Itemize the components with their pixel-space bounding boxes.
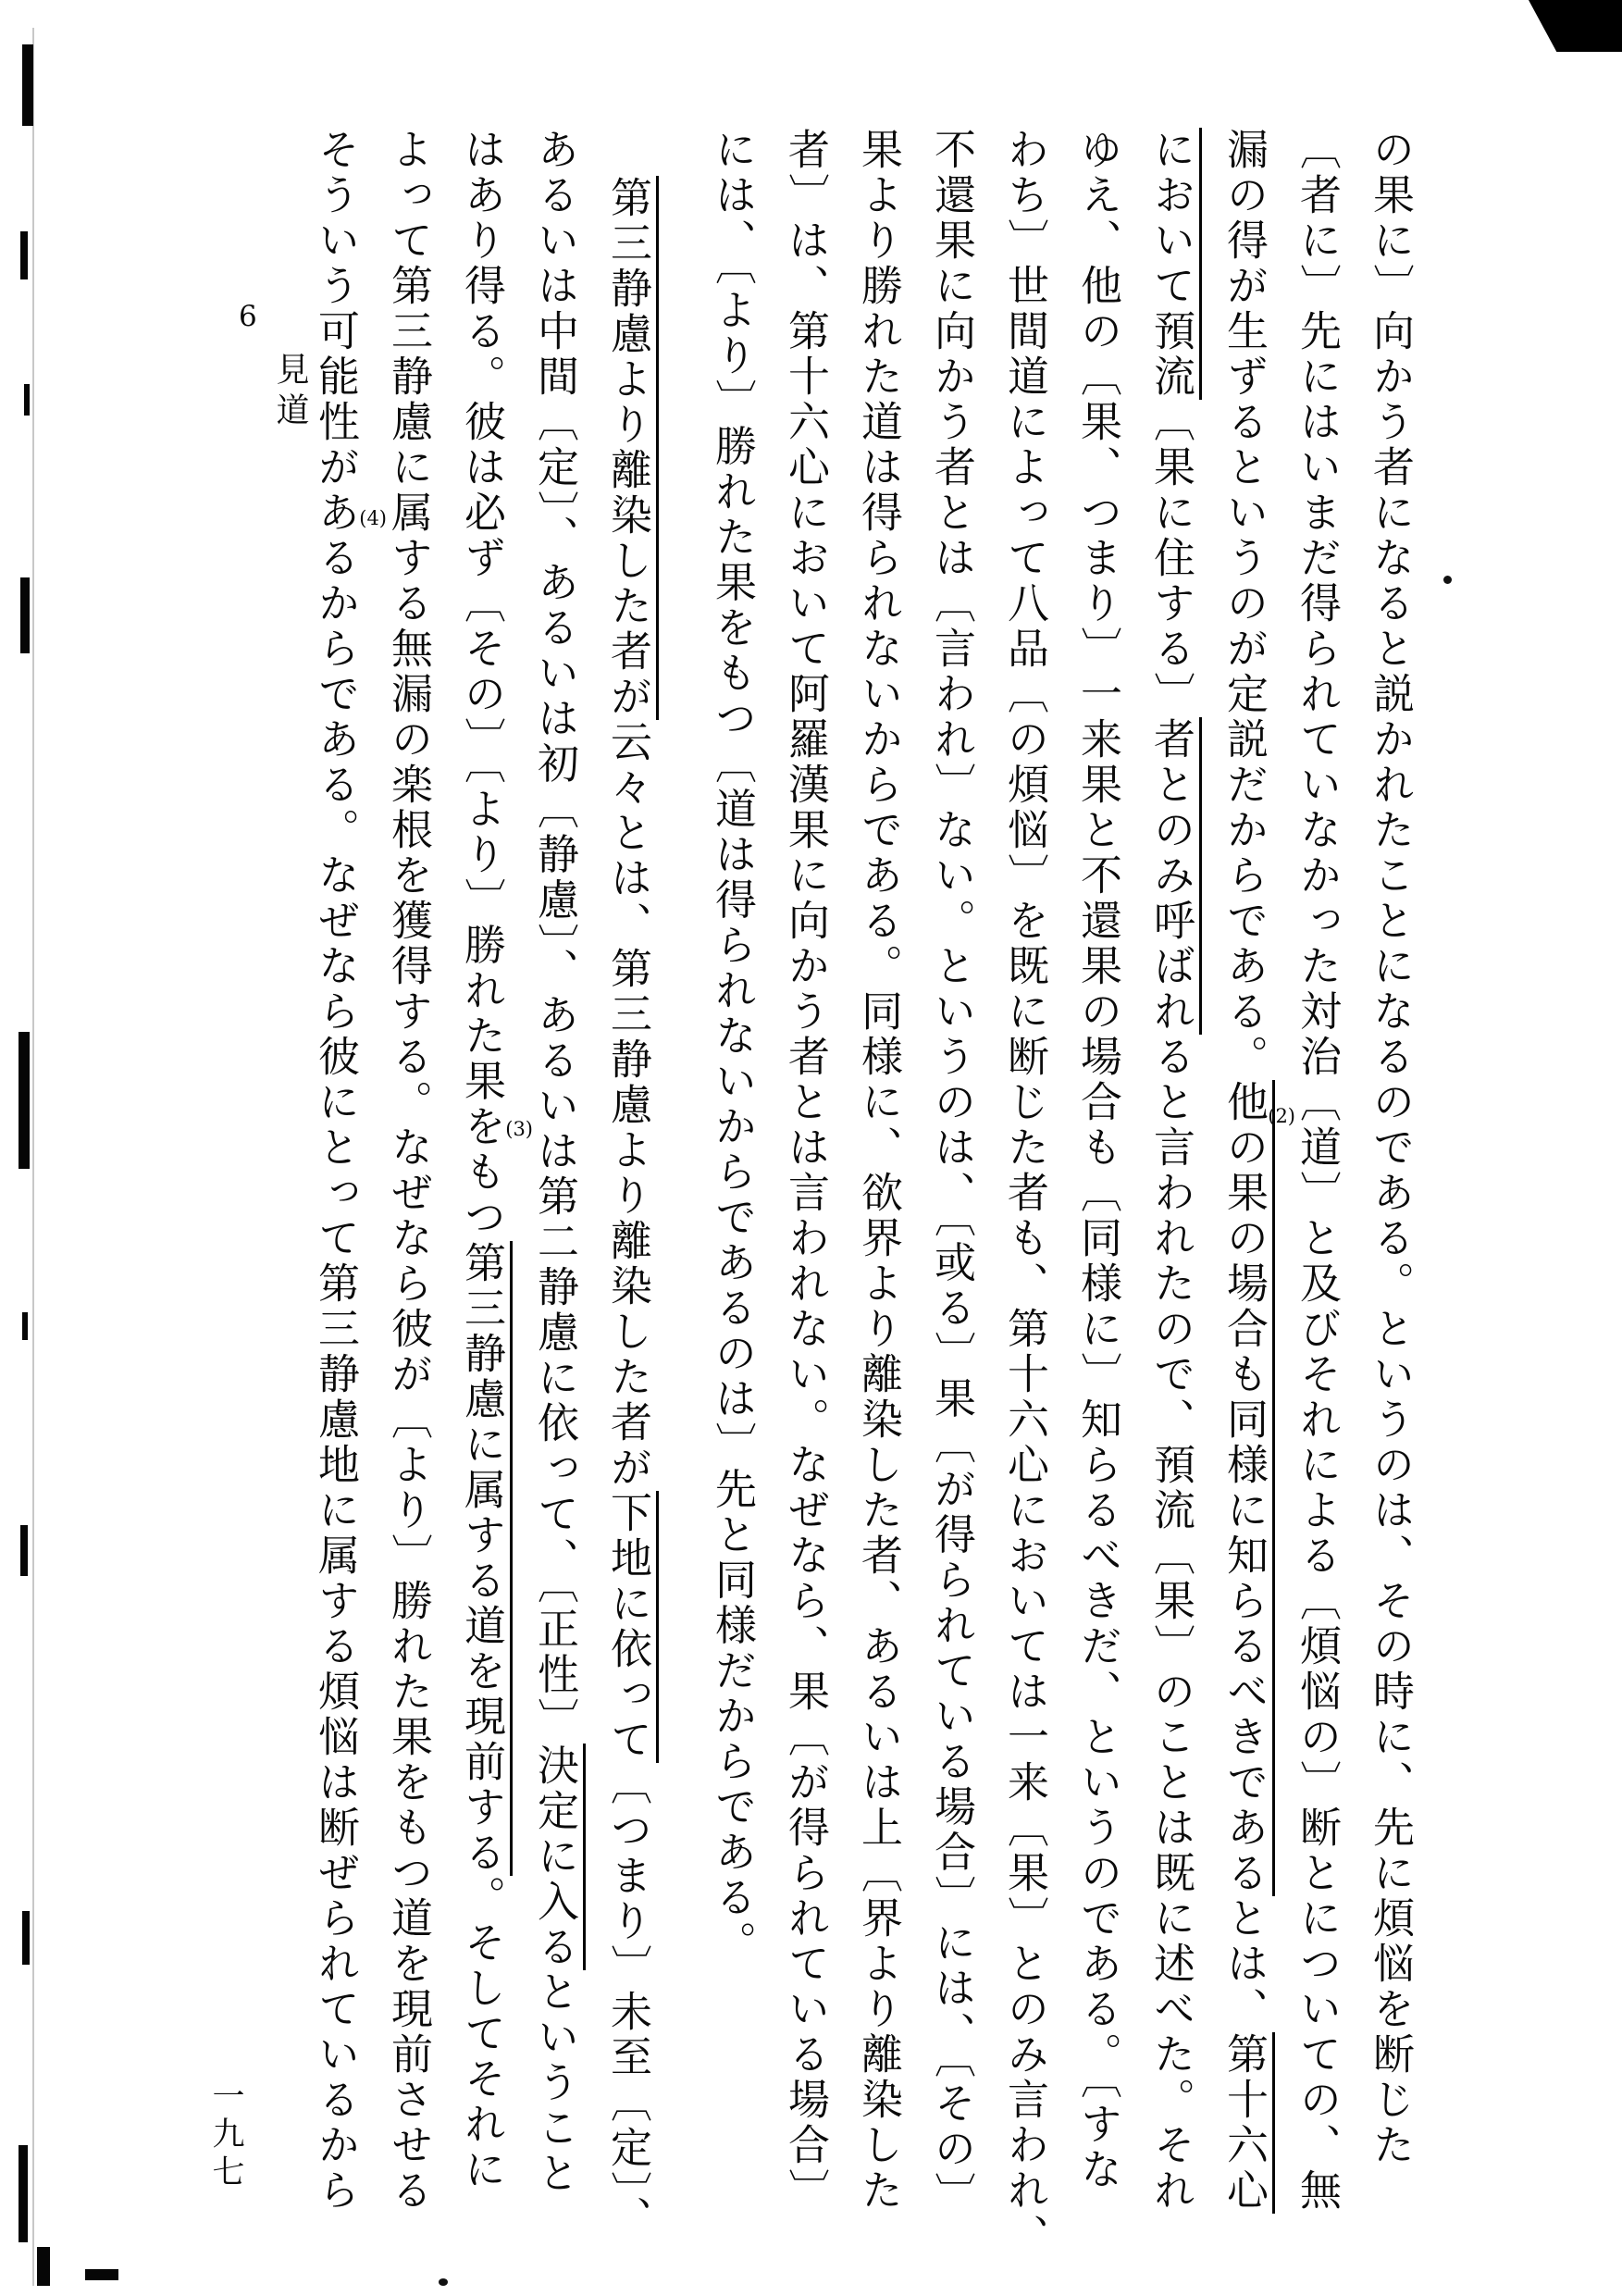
footnote-marker: (3) [505, 1118, 533, 1140]
emphasized-run: 他の果の場合も同様に知らるべきである [1220, 1080, 1275, 1896]
emphasized-run: 下地に依って [603, 1491, 659, 1763]
text-run: 果より勝れた道は得られないからである。同様に、欲界より離染した者、あるいは上〔界より離染した [854, 128, 903, 2214]
scan-artifact [22, 1911, 30, 1965]
scan-artifact-corner [1529, 0, 1622, 52]
text-run: があるからである。なぜなら彼にとって第三静慮地に属する煩悩は断ぜられているから [311, 445, 360, 2214]
text-column-10 [708, 128, 757, 2293]
scan-artifact [22, 44, 33, 126]
text-column-5 [1075, 128, 1120, 2293]
text-run: はあり得る。彼は必ず〔その〕〔より〕勝れた果をも [457, 128, 506, 1196]
text-column-3 [1220, 128, 1295, 2293]
text-column-8 [854, 128, 903, 2293]
text-column-12 [530, 128, 579, 2293]
emphasized-run: 決定に入る [530, 1744, 586, 1970]
text-column-15 [311, 128, 387, 2293]
text-column-11 [605, 128, 650, 2293]
footnote-marker: (4) [359, 507, 387, 529]
text-run: つ [457, 1195, 506, 1241]
text-run: の果に〕向かう者になると説かれたことになるのである。というのは、その時に、先に煩悩を断じた [1366, 128, 1415, 2168]
text-column-9 [781, 128, 830, 2293]
text-run: 不還果に向かう者とは〔言われ〕ない。というのは、〔或る〕果〔が得られている場合〕には、〔その〕 [927, 128, 976, 2217]
text-column-1 [1366, 128, 1415, 2293]
text-column-13 [457, 128, 533, 2293]
text-column-6 [1000, 128, 1049, 2293]
scan-artifact [37, 2247, 50, 2286]
footnote-marker: (2) [1268, 1105, 1295, 1127]
scan-artifact [85, 2269, 118, 2280]
text-run: 漏の得が生ずるというのが定説だからである。 [1220, 128, 1269, 1080]
scan-artifact [20, 231, 28, 279]
text-column-4 [1148, 128, 1193, 2293]
scan-artifact [20, 577, 30, 653]
text-run: 者〕は、第十六心において阿羅漢果に向かう者とは言われない。なぜなら、果〔が得られている場合〕 [781, 128, 830, 2214]
text-column-7 [927, 128, 976, 2293]
scan-artifact [19, 2145, 28, 2242]
emphasized-run: 者とのみ呼ばれ [1146, 717, 1202, 1035]
text-run: 〔者に〕先にはいまだ得られていなかった対治〔道〕と及びそれによる〔煩悩の〕断とについての、無 [1293, 128, 1342, 2214]
scan-artifact [22, 1312, 28, 1340]
chapter-number: 6 [239, 300, 257, 333]
emphasized-run: 第十六心 [1220, 2032, 1275, 2214]
scan-artifact-dot [1443, 576, 1452, 584]
text-run: ゆえ、他の〔果、つまり〕一来果と不還果の場合も〔同様に〕知らるべきだ、というのである。〔すな [1073, 128, 1122, 2193]
text-run: よって第三静慮に属する無漏の楽根を獲得する。なぜなら彼が〔より〕勝れた果をもつ道を現前させる [384, 128, 433, 2214]
chapter-title: 見道 [271, 352, 309, 433]
scan-artifact [20, 1525, 28, 1576]
text-column-14 [384, 128, 433, 2293]
text-run: 。そしてそれに [457, 1875, 506, 2193]
scan-artifact-edge-line [32, 28, 34, 2286]
text-run: 〔つまり〕未至〔定〕、 [603, 1763, 652, 2241]
text-run: あるいは中間〔定〕、あるいは初〔静慮〕、あるいは第二静慮に依って、〔正性〕 [530, 128, 579, 1744]
text-run: 〔果に住する〕 [1146, 400, 1195, 717]
text-column-2 [1293, 128, 1342, 2293]
text-run: わち〕世間道によって八品〔の煩悩〕を既に断じた者も、第十六心においては一来〔果〕とのみ言われ、 [1000, 128, 1049, 2259]
text-run: ると言われたので、預流〔果〕のことは既に述べた。それ [1146, 1035, 1195, 2214]
text-run: そういう可能性 [311, 128, 360, 445]
scan-artifact [24, 384, 30, 416]
emphasized-run: において預流 [1146, 128, 1202, 400]
page-number: 一九七 [207, 2079, 244, 2192]
scan-artifact-dot [439, 2278, 448, 2286]
text-run: には、〔より〕勝れた果をもつ〔道は得られないからであるのは〕先と同様だからである。 [708, 128, 757, 1967]
scan-artifact [19, 1032, 30, 1169]
text-run: とは、 [1220, 1896, 1269, 2032]
text-run: 云々とは、第三静慮より離染した者が [603, 720, 652, 1491]
text-run: ということ [530, 1969, 579, 2197]
emphasized-run: 第三静慮に属する道を現前する [457, 1241, 513, 1876]
emphasized-run: 第三静慮より離染した者が [603, 176, 659, 720]
